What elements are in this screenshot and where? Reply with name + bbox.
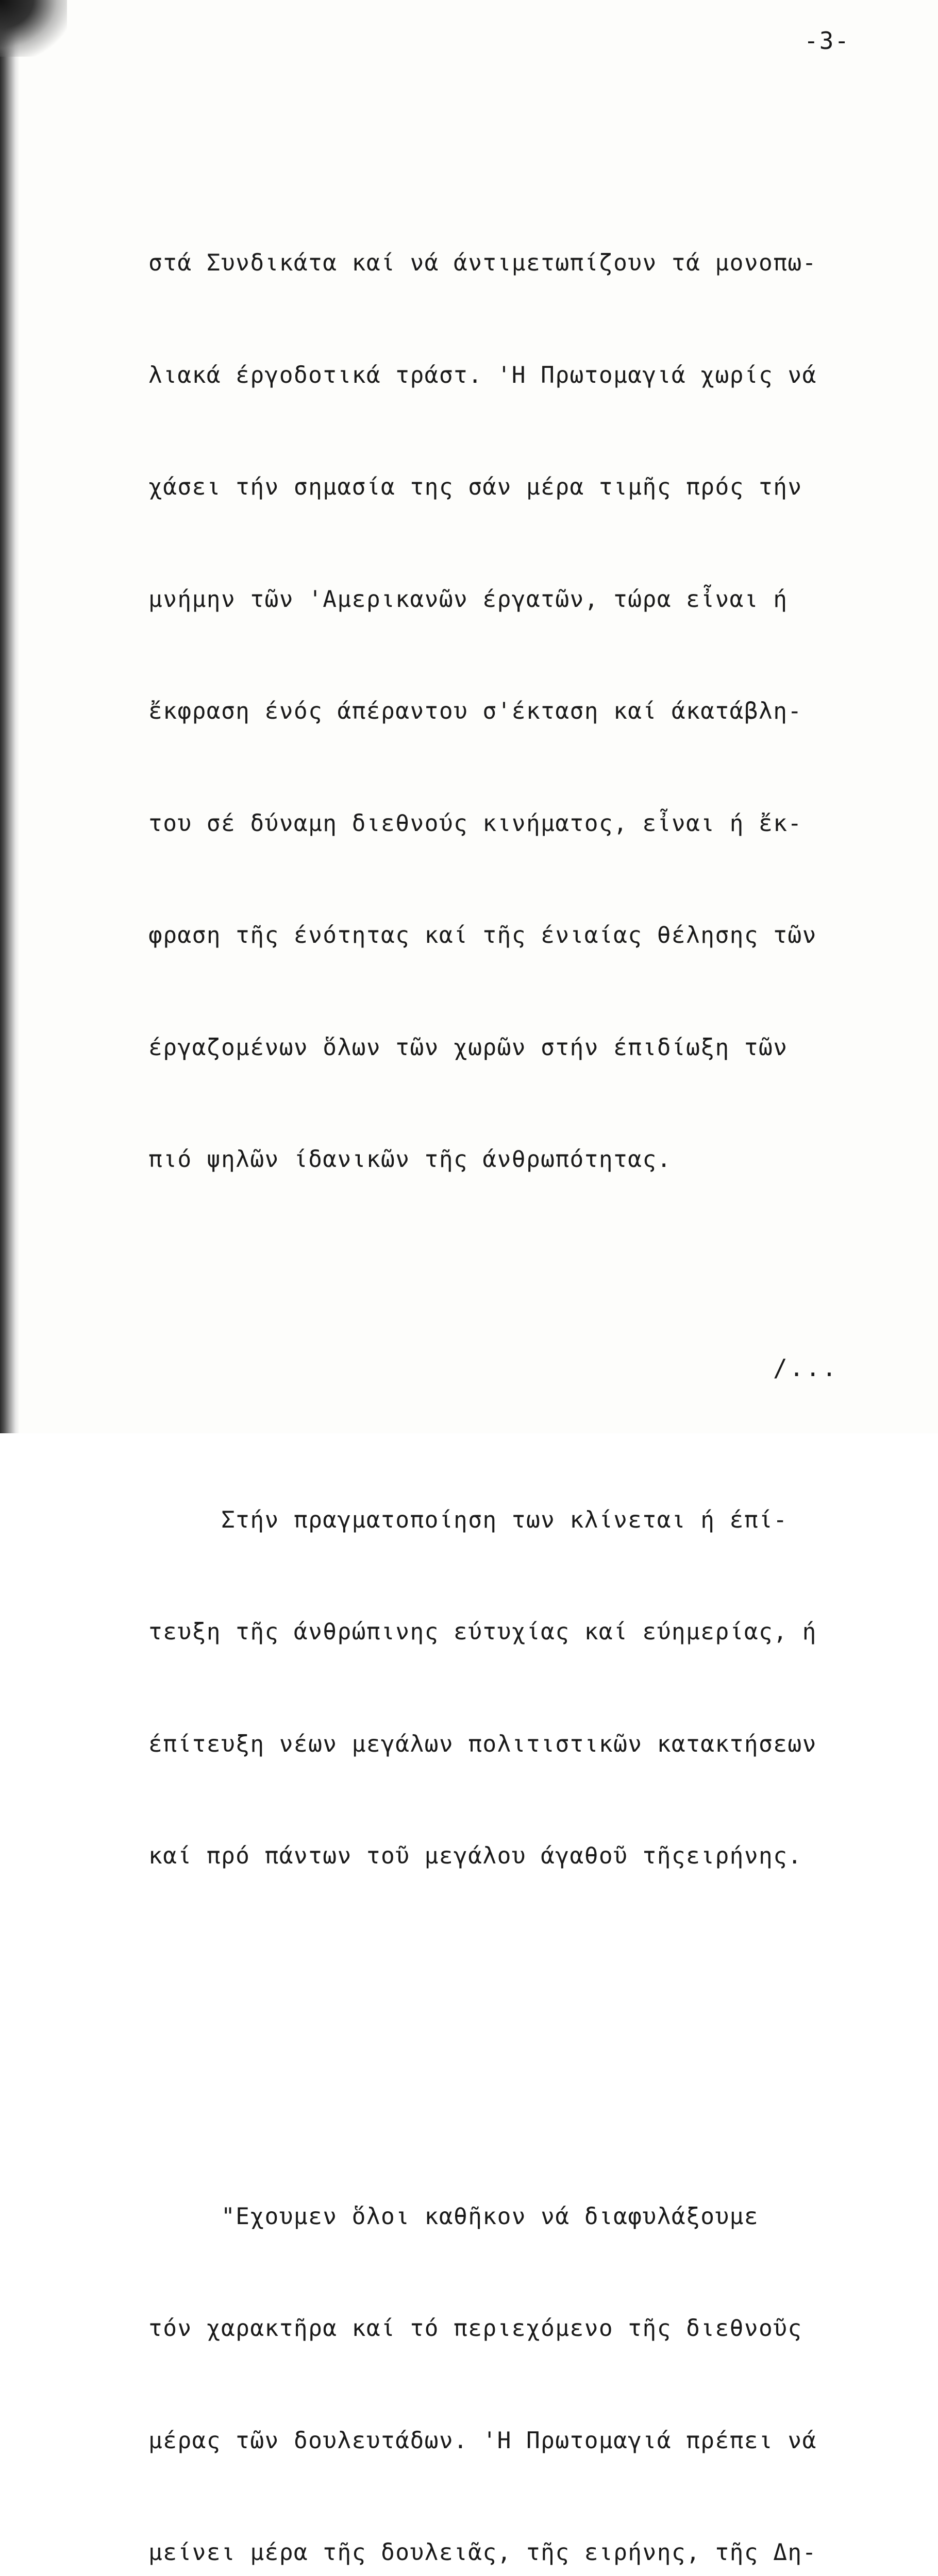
- text-line: τόν χαρακτῆρα καί τό περιεχόμενο τῆς διεθνοῦς: [148, 2310, 896, 2348]
- text-line: πιό ψηλῶν ίδανικῶν τῆς άνθρωπότητας.: [148, 1141, 896, 1179]
- scan-shadow-corner: [0, 0, 67, 57]
- scan-shadow-edge: [0, 0, 20, 1433]
- text-line: Στήν πραγματοποίηση των κλίνεται ή έπί-: [148, 1502, 896, 1539]
- text-line: μέρας τῶν δουλευτάδων. 'Η Πρωτομαγιά πρέπει νά: [148, 2422, 896, 2460]
- page-number: -3-: [804, 27, 850, 55]
- text-line: φραση τῆς ένότητας καί τῆς ένιαίας θέλησης τῶν: [148, 917, 896, 955]
- text-line: του σέ δύναμη διεθνούς κινήματος, εἶναι ή ἔκ-: [148, 805, 896, 843]
- paragraph-1: [148, 170, 896, 1253]
- text-line: χάσει τήν σημασία της σάν μέρα τιμῆς πρός τήν: [148, 469, 896, 506]
- body-text: [148, 95, 896, 2576]
- text-line: έργαζομένων ὅλων τῶν χωρῶν στήν έπιδίωξη τῶν: [148, 1029, 896, 1067]
- continuation-mark: /...: [773, 1354, 839, 1382]
- text-line: "Εχουμεν ὅλοι καθῆκον νά διαφυλάξουμε: [148, 2198, 896, 2236]
- text-line: έπίτευξη νέων μεγάλων πολιτιστικῶν κατακτήσεων: [148, 1726, 896, 1764]
- text-line: μείνει μέρα τῆς δουλειᾶς, τῆς ειρήνης, τῆς Δη-: [148, 2534, 896, 2572]
- text-line: τευξη τῆς άνθρώπινης εύτυχίας καί εύημερίας, ή: [148, 1614, 896, 1651]
- text-line: καί πρό πάντων τοῦ μεγάλου άγαθοῦ τῆςειρήνης.: [148, 1838, 896, 1875]
- text-line: μνήμην τῶν 'Αμερικανῶν έργατῶν, τώρα εἶναι ή: [148, 581, 896, 619]
- paragraph-2: [148, 1427, 896, 1950]
- paragraph-3: [148, 2124, 896, 2576]
- text-line: ἔκφραση ένός άπέραντου σ'έκταση καί άκατάβλη-: [148, 693, 896, 731]
- text-line: στά Συνδικάτα καί νά άντιμετωπίζουν τά μονοπω-: [148, 245, 896, 282]
- text-line: λιακά έργοδοτικά τράστ. 'Η Πρωτομαγιά χωρίς νά: [148, 357, 896, 395]
